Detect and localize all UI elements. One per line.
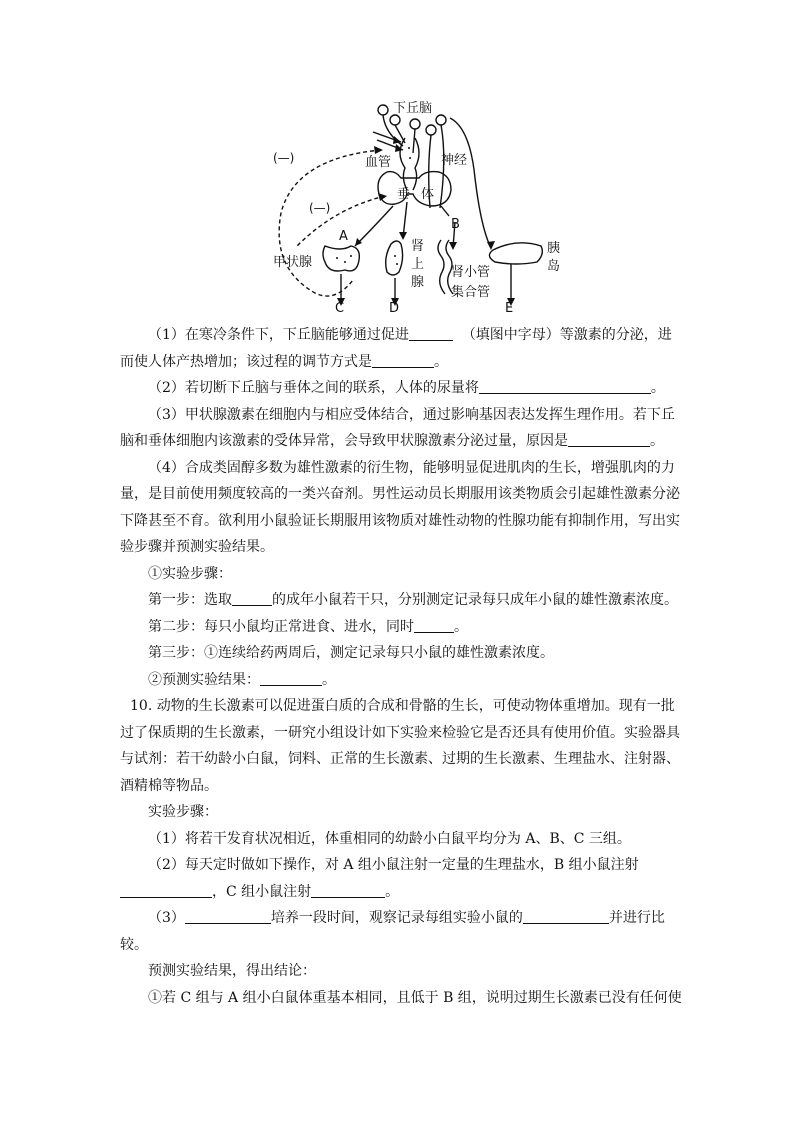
q1-line1: （1）在寒冷条件下，下丘脑能够通过促进 （填图中字母）等激素的分泌，进 (120, 322, 680, 349)
exp-step2-line1: （2）每天定时做如下操作，对 A 组小鼠注射一定量的生理盐水，B 组小鼠注射 (148, 857, 639, 873)
label-D: D (389, 301, 400, 313)
pancreas-islet (489, 243, 542, 264)
neuron-body-2 (390, 115, 400, 125)
label-hypothalamus: 下丘脑 (393, 101, 433, 116)
neuron-body-3 (410, 119, 420, 129)
answer-blank[interactable] (185, 907, 271, 924)
adrenal-dot (394, 255, 396, 257)
label-collecting-duct: 集合管 (451, 285, 491, 300)
answer-blank[interactable] (479, 377, 651, 394)
label-C: C (335, 301, 345, 313)
label-pituitary-2: 体 (421, 187, 435, 202)
feedback-dashed-outer (279, 150, 381, 296)
q4-line3: 下降甚至不育。欲利用小鼠验证长期服用该物质对雄性动物的性腺功能有抑制作用，写出实 (120, 512, 680, 529)
q10-line1: 10. 动物的生长激素可以促进蛋白质的合成和骨骼的生长，可使动物体重增加。现有一批 (130, 698, 675, 714)
answer-blank[interactable] (311, 881, 385, 898)
thyroid-dot (350, 255, 352, 257)
answer-blank[interactable] (232, 589, 272, 606)
q4-line4: 验步骤并预测实验结果。 (120, 539, 274, 555)
q10-line3: 与试剂：若干幼龄小白鼠，饲料、正常的生长激素、过期的生长激素、生理盐水、注射器、 (120, 751, 680, 767)
vessel-dot (409, 157, 411, 159)
answer-blank[interactable] (120, 881, 212, 898)
label-islet-2: 岛 (547, 259, 561, 274)
arrowhead-adrenal (399, 232, 407, 240)
label-A: A (339, 229, 348, 244)
label-pituitary-1: 垂 (397, 187, 411, 202)
neuron-body-4 (426, 125, 436, 135)
q4-line1: （4）合成类固醇多数为雄性激素的衍生物，能够明显促进肌肉的生长，增强肌肉的力 (148, 459, 675, 476)
arrowhead-nerve (487, 241, 495, 250)
vessel-dot (408, 147, 410, 149)
thyroid-dot (344, 261, 346, 263)
answer-blank[interactable] (260, 669, 322, 686)
q10-line4: 酒精棉等物品。 (120, 777, 218, 794)
q1-line2: 而使人体产热增加；该过程的调节方式是 。 (120, 349, 680, 376)
label-islet-1: 胰 (547, 241, 561, 256)
axon-3 (413, 129, 415, 153)
predict-line: ②预测实验结果： 。 (120, 667, 680, 694)
question-text (120, 322, 680, 1011)
endocrine-diagram-svg (255, 98, 575, 313)
step3-line: 第三步：①连续给药两周后，测定记录每只小鼠的雄性激素浓度。 (148, 645, 554, 661)
label-B: B (451, 217, 460, 232)
label-adrenal-1: 肾 (411, 239, 425, 254)
label-inhibit-1: (—) (273, 151, 295, 165)
answer-blank[interactable] (414, 616, 454, 633)
label-nerve: 神经 (441, 153, 468, 168)
q3-line1: （3）甲状腺激素在细胞内与相应受体结合，通过影响基因表达发挥生理作用。若下丘 (148, 406, 675, 423)
arrowhead-tubule (449, 242, 457, 250)
label-inhibit-2: (—) (309, 201, 331, 215)
answer-blank[interactable] (568, 430, 650, 447)
label-blood-vessel: 血管 (365, 155, 392, 170)
exp-step2-line2: ，C 组小鼠注射 。 (120, 879, 680, 906)
result-line1: ①若 C 组与 A 组小白鼠体重基本相同，且低于 B 组，说明过期生长激素已没有任何使 (148, 989, 682, 1006)
arrow-A (355, 206, 393, 246)
steps-heading: ①实验步骤： (148, 565, 232, 582)
answer-blank[interactable] (409, 324, 453, 341)
exp-step3-line2: 较。 (120, 936, 148, 953)
label-adrenal-3: 腺 (411, 275, 425, 290)
answer-blank[interactable] (523, 907, 609, 924)
label-E: E (505, 301, 514, 313)
adrenal-gland (386, 241, 403, 275)
neuron-body-1 (378, 105, 388, 115)
pituitary-outline (378, 172, 451, 206)
adrenal-dot (396, 263, 398, 265)
thyroid-dot (336, 257, 338, 259)
result-heading: 预测实验结果，得出结论： (148, 963, 316, 979)
q10-line2: 过了保质期的生长激素，一研究小组设计如下实验来检验它是否还具有使用价值。实验器具 (120, 724, 680, 741)
label-thyroid: 甲状腺 (273, 255, 313, 270)
exp-steps-heading: 实验步骤： (148, 804, 218, 820)
exp-step1: （1）将若干发育状况相近，体重相同的幼龄小白鼠平均分为 A、B、C 三组。 (148, 830, 631, 847)
exp-step3-line1: （3） 培养一段时间，观察记录每组实验小鼠的 并进行比 (120, 905, 680, 932)
step1-line: 第一步：选取 的成年小鼠若干只，分别测定记录每只成年小鼠的雄性激素浓度。 (120, 587, 680, 614)
endocrine-diagram (255, 98, 575, 313)
thyroid-gland (323, 246, 359, 271)
step2-line: 第二步：每只小鼠均正常进食、进水，同时 。 (120, 614, 680, 641)
neuron-body-5 (436, 115, 446, 125)
label-adrenal-2: 上 (411, 257, 425, 272)
q3-line2: 脑和垂体细胞内该激素的受体异常，会导致甲状腺激素分泌过量，原因是 。 (120, 428, 680, 455)
label-tubule: 肾小管 (451, 265, 491, 280)
answer-blank[interactable] (372, 351, 434, 368)
q2-line: （2）若切断下丘脑与垂体之间的联系，人体的尿量将 。 (120, 375, 680, 402)
arrowhead-feedback-outer (374, 146, 383, 154)
arrow-B (441, 206, 449, 216)
q4-line2: 量，是目前使用频度较高的一类兴奋剂。男性运动员长期服用该类物质会引起雄性激素分泌 (120, 486, 680, 502)
